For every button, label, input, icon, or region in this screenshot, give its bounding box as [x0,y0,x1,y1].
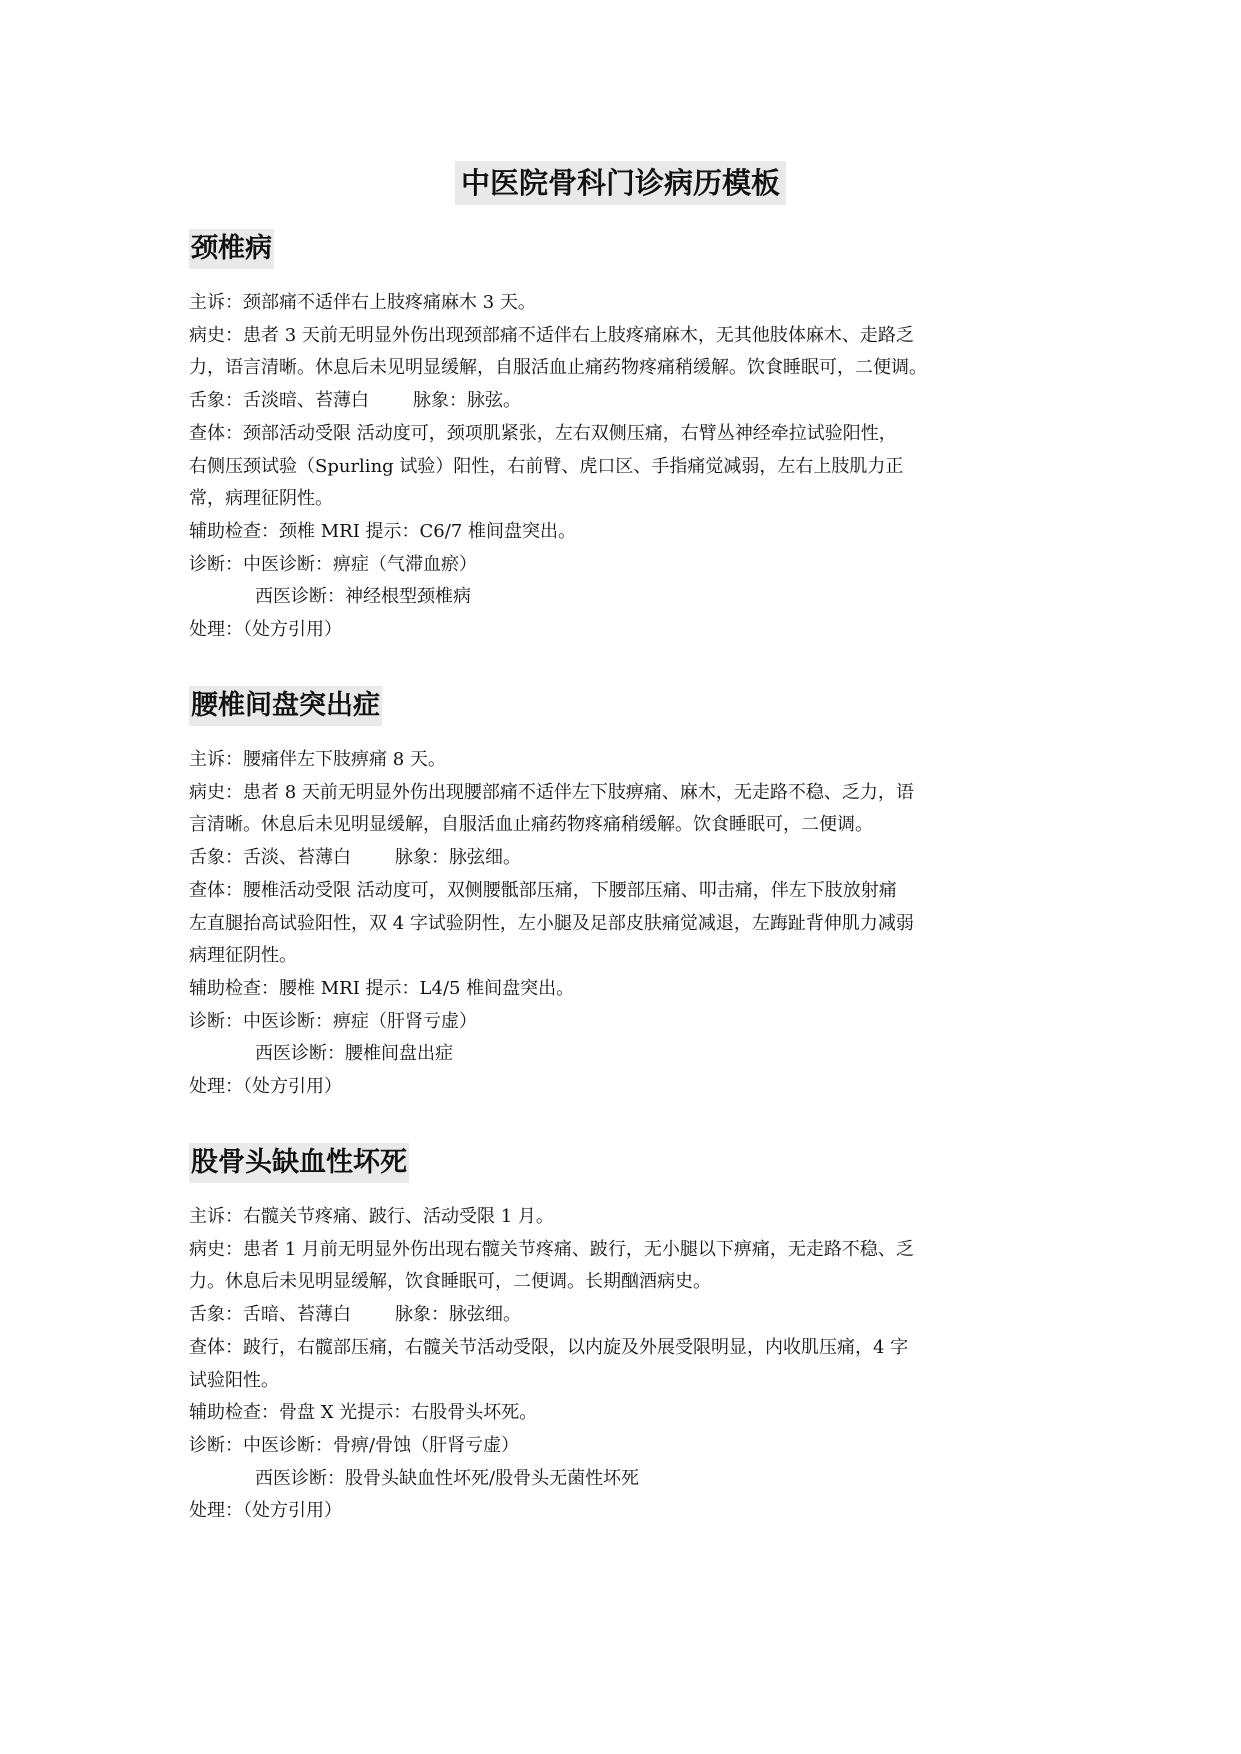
diagnosis-western: 西医诊断：腰椎间盘出症 [255,1043,453,1065]
treatment: 处理：（处方引用） [189,619,342,641]
section-cervical-spondylosis [189,229,1069,647]
auxiliary-exam: 辅助检查：腰椎 MRI 提示：L4/5 椎间盘突出。 [189,977,575,999]
exam-line-2: 左直腿抬高试验阳性，双 4 字试验阴性，左小腿及足部皮肤痛觉减退，左踇趾背伸肌力减弱 [189,912,914,934]
pulse-text: 脉象：脉弦细。 [395,1304,521,1326]
exam-line-1: 查体：颈部活动受限 活动度可，颈项肌紧张，左右双侧压痛，右臂丛神经牵拉试验阳性， [189,422,897,444]
section-heading: 腰椎间盘突出症 [189,686,382,726]
diagnosis-western: 西医诊断：神经根型颈椎病 [255,586,471,608]
history-line-1: 病史：患者 1 月前无明显外伤出现右髋关节疼痛、跛行，无小腿以下痹痛，无走路不稳、乏 [189,1238,914,1260]
tongue-pulse-line [189,842,1069,875]
history-line-2: 力，语言清晰。休息后未见明显缓解，自服活血止痛药物疼痛稍缓解。饮食睡眠可，二便调。 [189,357,927,379]
exam-line-1: 查体：跛行，右髋部压痛，右髋关节活动受限，以内旋及外展受限明显，内收肌压痛，4 字 [189,1336,909,1358]
chief-complaint: 主诉：颈部痛不适伴右上肢疼痛麻木 3 天。 [189,292,536,313]
section-lumbar-disc-herniation [189,686,1069,1104]
tongue-pulse-line [189,1299,1069,1332]
pulse-text: 脉象：脉弦。 [413,390,521,412]
section-heading: 股骨头缺血性坏死 [189,1143,409,1183]
diagnosis-tcm: 诊断：中医诊断：痹症（肝肾亏虚） [189,1010,477,1032]
pulse-text: 脉象：脉弦细。 [395,847,521,869]
history-line-1: 病史：患者 8 天前无明显外伤出现腰部痛不适伴左下肢痹痛、麻木，无走路不稳、乏力，语 [189,781,914,803]
exam-line-3: 病理征阴性。 [189,945,297,967]
history-line-2: 力。休息后未见明显缓解，饮食睡眠可，二便调。长期酗酒病史。 [189,1271,711,1293]
diagnosis-tcm: 诊断：中医诊断：骨痹/骨蚀（肝肾亏虚） [189,1434,520,1456]
chief-complaint: 主诉：右髋关节疼痛、跛行、活动受限 1 月。 [189,1206,554,1227]
auxiliary-exam: 辅助检查：颈椎 MRI 提示：C6/7 椎间盘突出。 [189,520,576,542]
diagnosis-tcm: 诊断：中医诊断：痹症（气滞血瘀） [189,553,477,575]
exam-line-2: 试验阳性。 [189,1369,279,1391]
history-line-2: 言清晰。休息后未见明显缓解，自服活血止痛药物疼痛稍缓解。饮食睡眠可，二便调。 [189,814,873,836]
history-line-1: 病史：患者 3 天前无明显外伤出现颈部痛不适伴右上肢疼痛麻木，无其他肢体麻木、走路乏 [189,324,914,346]
tongue-text: 舌象：舌淡暗、苔薄白 [189,390,369,412]
exam-line-3: 常，病理征阴性。 [189,488,333,510]
chief-complaint: 主诉：腰痛伴左下肢痹痛 8 天。 [189,749,446,770]
tongue-text: 舌象：舌暗、苔薄白 [189,1304,351,1326]
document-title: 中医院骨科门诊病历模板 [455,161,786,205]
exam-line-2: 右侧压颈试验（Spurling 试验）阳性，右前臂、虎口区、手指痛觉减弱，左右上肢肌力正 [189,455,904,477]
diagnosis-western: 西医诊断：股骨头缺血性坏死/股骨头无菌性坏死 [255,1467,640,1489]
auxiliary-exam: 辅助检查：骨盘 X 光提示：右股骨头坏死。 [189,1402,538,1424]
tongue-pulse-line [189,385,1069,418]
treatment: 处理：（处方引用） [189,1500,342,1522]
treatment: 处理：（处方引用） [189,1076,342,1098]
section-heading: 颈椎病 [189,229,274,269]
document-title-block [0,161,1241,205]
exam-line-1: 查体：腰椎活动受限 活动度可，双侧腰骶部压痛，下腰部压痛、叩击痛，伴左下肢放射痛 [189,879,897,901]
section-femoral-head-necrosis [189,1143,1069,1528]
tongue-text: 舌象：舌淡、苔薄白 [189,847,351,869]
